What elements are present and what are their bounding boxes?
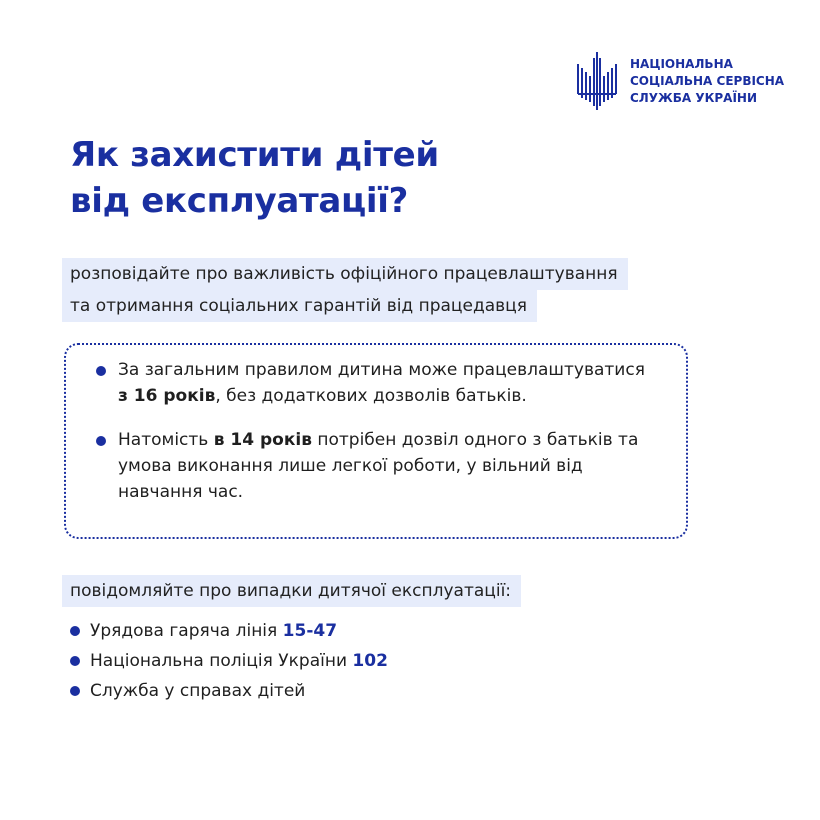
bullet-icon (70, 686, 80, 696)
logo-line-2: СОЦІАЛЬНА СЕРВІСНА (630, 73, 785, 88)
rule-1-text-before: За загальним правилом дитина може працевлаштуватися (118, 360, 645, 380)
contact-item-hotline (70, 616, 388, 646)
bullet-icon (70, 626, 80, 636)
rule-2-age: в 14 років (213, 430, 312, 450)
rules-box (64, 343, 688, 539)
contact-item-police (70, 646, 388, 676)
logo-line-1: НАЦІОНАЛЬНА (630, 56, 733, 71)
logo-text (630, 56, 784, 107)
title-line-1: Як захистити дітей (70, 135, 439, 175)
rule-2-text-before: Натомість (118, 430, 214, 450)
contact-label: Національна поліція України (90, 651, 353, 671)
report-callout (62, 575, 521, 607)
rule-item-14 (96, 427, 656, 505)
contact-label: Служба у справах дітей (90, 681, 306, 701)
bullet-icon (96, 436, 106, 446)
intro-callout (62, 258, 628, 322)
rule-item-16 (96, 357, 656, 409)
rules-list (96, 357, 656, 505)
bullet-icon (70, 656, 80, 666)
title-line-2: від експлуатації? (70, 181, 409, 221)
intro-line-2: та отримання соціальних гарантій від працедавця (62, 290, 537, 322)
bullet-icon (96, 366, 106, 376)
rule-1-text-after: , без додаткових дозволів батьків. (215, 386, 527, 406)
trident-logo-icon (574, 50, 620, 112)
rule-2-text-after: потрібен дозвіл одного з батьків та умова виконання лише легкої роботи, у вільний від навчання час. (118, 430, 639, 502)
rule-1-age: з 16 років (118, 386, 216, 406)
page-title (70, 132, 439, 224)
contact-label: Урядова гаряча лінія (90, 621, 283, 641)
report-heading: повідомляйте про випадки дитячої експлуатації: (62, 575, 521, 607)
logo-line-3: СЛУЖБА УКРАЇНИ (630, 90, 758, 105)
contacts-list (70, 616, 388, 706)
logo (574, 50, 784, 112)
contact-number: 102 (352, 651, 388, 671)
intro-line-1: розповідайте про важливість офіційного працевлаштування (62, 258, 628, 290)
contact-number: 15-47 (282, 621, 338, 641)
contact-item-children-service (70, 676, 388, 706)
